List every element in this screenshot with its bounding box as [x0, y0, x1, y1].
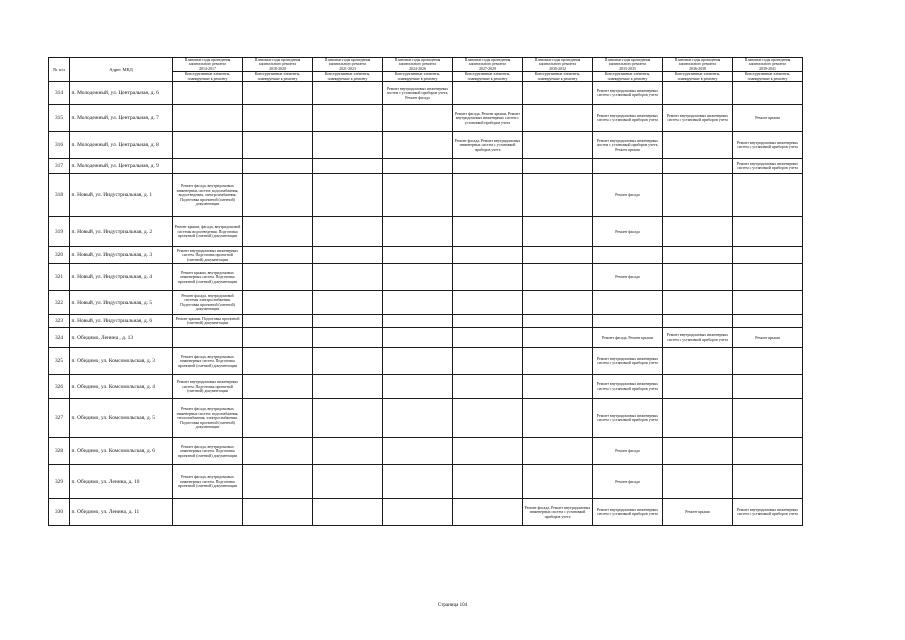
repair-work-cell	[453, 499, 523, 526]
repair-work-cell	[523, 174, 593, 217]
row-number: 326	[49, 375, 70, 399]
repair-work-cell: Ремонт внутридомовых инженерных систем с установкой приборов учета, Ремонт фасада	[383, 82, 453, 105]
repair-work-cell	[173, 132, 243, 159]
header-elements: Конструктивные элементы, планируемые к ремонту	[173, 72, 243, 82]
header-elements: Конструктивные элементы, планируемые к ремонту	[243, 72, 313, 82]
repair-work-cell: Ремонт внутридомовых инженерных систем с установкой приборов учета	[663, 105, 733, 132]
repair-work-cell	[453, 264, 523, 291]
header-period-years: 2024-2026	[409, 66, 426, 71]
header-elements: Конструктивные элементы, планируемые к ремонту	[453, 72, 523, 82]
repair-work-cell	[313, 438, 383, 465]
repair-work-cell	[173, 499, 243, 526]
repair-work-cell	[313, 328, 383, 348]
table-row	[49, 499, 803, 526]
repair-work-cell: Ремонт внутридомовых инженерных систем с установкой приборов учета	[733, 159, 803, 174]
repair-work-cell	[243, 465, 313, 499]
header-elements: Конструктивные элементы, планируемые к ремонту	[733, 72, 803, 82]
table-row	[49, 328, 803, 348]
repair-work-cell	[243, 399, 313, 438]
repair-work-cell	[733, 264, 803, 291]
row-address: п. Новый, ул. Индустриальная, д. 1	[70, 174, 173, 217]
repair-work-cell	[523, 105, 593, 132]
header-elements: Конструктивные элементы, планируемые к ремонту	[523, 72, 593, 82]
repair-work-cell	[313, 375, 383, 399]
repair-work-cell	[383, 105, 453, 132]
repair-work-cell	[523, 348, 593, 375]
repair-work-cell	[313, 264, 383, 291]
header-period-title: Плановые годы проведения капитального ремонта	[604, 58, 651, 67]
repair-work-cell	[313, 291, 383, 315]
repair-work-cell	[523, 132, 593, 159]
repair-work-cell: Ремонт фасада, Ремонт внутридомовых инженерных систем с установкой приборов учета	[453, 132, 523, 159]
row-number: 325	[49, 348, 70, 375]
header-period-title: Плановые годы проведения капитального ремонта	[744, 58, 791, 67]
repair-work-cell	[663, 264, 733, 291]
repair-work-cell: Ремонт фасада	[593, 174, 663, 217]
repair-work-cell: Ремонт фасада, внутридомовых инженерных систем: водоснабжения, водоотведения, электроснабжения. Подготовка проектной (сметной) документации	[173, 174, 243, 217]
header-period-title: Плановые годы проведения капитального ремонта	[394, 58, 441, 67]
row-number: 317	[49, 159, 70, 174]
repair-work-cell	[313, 132, 383, 159]
repair-work-cell	[313, 348, 383, 375]
repair-work-cell	[663, 438, 733, 465]
repair-work-cell	[383, 247, 453, 264]
repair-work-cell	[663, 348, 733, 375]
repair-work-cell	[663, 399, 733, 438]
repair-work-cell	[313, 247, 383, 264]
repair-work-cell	[523, 438, 593, 465]
table-row	[49, 465, 803, 499]
repair-work-cell	[523, 217, 593, 247]
repair-work-cell: Ремонт внутридомовых инженерных систем с установкой приборов учета	[593, 82, 663, 105]
repair-work-cell	[243, 159, 313, 174]
repair-work-cell	[383, 217, 453, 247]
repair-work-cell	[733, 438, 803, 465]
repair-work-cell	[383, 465, 453, 499]
repair-work-cell	[313, 105, 383, 132]
repair-work-cell: Ремонт внутридомовых инженерных систем с установкой приборов учета	[733, 132, 803, 159]
repair-work-cell	[383, 132, 453, 159]
table-header	[49, 58, 803, 82]
row-number: 328	[49, 438, 70, 465]
row-address: п. Молодежный, ул. Центральная, д. 9	[70, 159, 173, 174]
repair-work-cell: Ремонт крыши, фасада, внутридомовой системы водоотведения. Подготовка проектной (сметной) документации	[173, 217, 243, 247]
repair-work-cell: Ремонт крыши	[663, 499, 733, 526]
row-number: 316	[49, 132, 70, 159]
header-period-years: 2014-2017	[199, 66, 216, 71]
repair-work-cell	[383, 291, 453, 315]
repair-work-cell	[523, 264, 593, 291]
header-period-years: 2021-2023	[339, 66, 356, 71]
header-period	[593, 58, 663, 72]
repair-work-cell	[593, 315, 663, 328]
table-row	[49, 291, 803, 315]
row-number: 320	[49, 247, 70, 264]
repair-work-cell	[383, 174, 453, 217]
repair-work-cell	[313, 217, 383, 247]
table-body	[49, 82, 803, 526]
repair-work-cell	[593, 247, 663, 264]
repair-work-cell: Ремонт внутридомовых инженерных систем с установкой приборов учета	[593, 348, 663, 375]
repair-work-cell: Ремонт крыши	[733, 105, 803, 132]
row-number: 329	[49, 465, 70, 499]
row-address: п. Новый, ул. Индустриальная, д. 4	[70, 264, 173, 291]
repair-work-cell: Ремонт фасада, Ремонт крыши	[593, 328, 663, 348]
row-address: п. Обидимо, ул. Комсомольская, д. 4	[70, 375, 173, 399]
repair-work-cell	[593, 291, 663, 315]
header-elements: Конструктивные элементы, планируемые к ремонту	[593, 72, 663, 82]
repair-work-cell: Ремонт фасада	[593, 264, 663, 291]
table-row	[49, 438, 803, 465]
repair-work-cell	[663, 159, 733, 174]
table-row	[49, 348, 803, 375]
repair-work-cell	[663, 132, 733, 159]
row-number: 319	[49, 217, 70, 247]
table-row	[49, 375, 803, 399]
row-address: п. Обидимо, ул. Ленина, д. 11	[70, 499, 173, 526]
repair-work-cell	[313, 82, 383, 105]
repair-work-cell	[733, 375, 803, 399]
repair-work-cell: Ремонт внутридомовых инженерных систем с установкой приборов учета	[593, 399, 663, 438]
row-number: 330	[49, 499, 70, 526]
repair-work-cell: Ремонт внутридомовых инженерных систем. Подготовка проектной (сметной) документации	[173, 247, 243, 264]
header-period-title: Плановые годы проведения капитального ремонта	[534, 58, 581, 67]
repair-work-cell	[733, 348, 803, 375]
repair-work-cell: Ремонт крыши	[733, 328, 803, 348]
repair-work-cell	[243, 132, 313, 159]
header-period-title: Плановые годы проведения капитального ремонта	[324, 58, 371, 67]
repair-work-cell	[523, 375, 593, 399]
repair-work-cell: Ремонт крыши. Подготовка проектной (сметной) документации	[173, 315, 243, 328]
header-elements: Конструктивные элементы, планируемые к ремонту	[383, 72, 453, 82]
table-row	[49, 399, 803, 438]
repair-work-cell	[383, 375, 453, 399]
repair-work-cell	[243, 348, 313, 375]
row-address: п. Новый, ул. Индустриальная, д. 5	[70, 291, 173, 315]
row-address: п. Новый, ул. Индустриальная, д. 2	[70, 217, 173, 247]
repair-work-cell	[733, 291, 803, 315]
header-period	[313, 58, 383, 72]
table-row	[49, 105, 803, 132]
table-row	[49, 217, 803, 247]
repair-work-cell	[523, 291, 593, 315]
repair-work-cell	[243, 375, 313, 399]
repair-work-cell	[243, 105, 313, 132]
row-address: п. Обидимо, ул. Ленина, д. 10	[70, 465, 173, 499]
repair-work-cell: Ремонт внутридомовых инженерных систем с установкой приборов учета	[593, 499, 663, 526]
repair-work-cell	[243, 217, 313, 247]
repair-work-cell	[523, 465, 593, 499]
repair-work-cell	[663, 82, 733, 105]
repair-work-cell	[313, 315, 383, 328]
repair-work-cell	[243, 82, 313, 105]
row-number: 323	[49, 315, 70, 328]
row-address: п. Обидимо, ул. Комсомольская, д. 6	[70, 438, 173, 465]
repair-work-cell: Ремонт фасада, внутридомовых инженерных систем. Подготовка проектной (сметной) документации	[173, 348, 243, 375]
repair-work-cell	[173, 105, 243, 132]
header-period-years: 2033-2035	[619, 66, 636, 71]
header-period	[173, 58, 243, 72]
row-address: п. Молодежный, ул. Центральная, д. 8	[70, 132, 173, 159]
repair-work-cell	[453, 438, 523, 465]
repair-work-cell	[383, 264, 453, 291]
repair-work-cell	[383, 438, 453, 465]
repair-work-cell: Ремонт фасада, внутридомовых инженерных систем. Подготовка проектной (сметной) документации	[173, 438, 243, 465]
repair-work-cell	[243, 328, 313, 348]
header-period-years: 2018-2020	[269, 66, 286, 71]
header-period-years: 2030-2032	[549, 66, 566, 71]
repair-work-cell	[243, 438, 313, 465]
repair-work-cell	[243, 315, 313, 328]
repair-work-cell	[453, 174, 523, 217]
header-period-years: 2039-2041	[759, 66, 776, 71]
repair-work-cell	[243, 174, 313, 217]
row-number: 322	[49, 291, 70, 315]
repair-work-cell	[313, 159, 383, 174]
repair-work-cell	[453, 247, 523, 264]
repair-work-cell	[523, 159, 593, 174]
page-number: Страница 104	[437, 603, 468, 608]
row-number: 315	[49, 105, 70, 132]
repair-work-cell	[523, 399, 593, 438]
row-address: п. Обидимо, Ленина , д. 13	[70, 328, 173, 348]
repair-work-cell	[453, 375, 523, 399]
repair-work-cell	[313, 465, 383, 499]
table-row	[49, 264, 803, 291]
repair-work-cell	[663, 217, 733, 247]
repair-work-cell: Ремонт фасада, внутридомовой системы электроснабжения. Подготовка проектной (сметной) документации	[173, 291, 243, 315]
header-address: Адрес МКД	[70, 58, 173, 82]
row-address: п. Новый, ул. Индустриальная, д. 6	[70, 315, 173, 328]
repair-work-cell: Ремонт фасада, внутридомовых инженерных систем: водоснабжения, теплоснабжения, электроснабжения. Подготовка проектной (сметной) документации	[173, 399, 243, 438]
header-num: № п/п	[49, 58, 70, 82]
header-period-title: Плановые годы проведения капитального ремонта	[254, 58, 301, 67]
header-period-title: Плановые годы проведения капитального ремонта	[184, 58, 231, 67]
repair-work-cell	[733, 174, 803, 217]
repair-work-cell	[733, 217, 803, 247]
row-number: 314	[49, 82, 70, 105]
repair-work-cell: Ремонт фасада, Ремонт крыши, Ремонт внутридомовых инженерных систем с установкой приборов учета	[453, 105, 523, 132]
repair-work-cell	[313, 174, 383, 217]
row-address: п. Обидимо, ул. Комсомольская, д. 3	[70, 348, 173, 375]
table-row	[49, 315, 803, 328]
repair-work-cell	[383, 159, 453, 174]
table-row	[49, 174, 803, 217]
repair-work-cell	[313, 399, 383, 438]
repair-work-cell	[453, 217, 523, 247]
header-elements: Конструктивные элементы, планируемые к ремонту	[663, 72, 733, 82]
repair-work-cell	[453, 465, 523, 499]
repair-work-cell	[523, 315, 593, 328]
repair-work-cell	[733, 399, 803, 438]
table-row	[49, 247, 803, 264]
header-period	[523, 58, 593, 72]
repair-work-cell	[663, 465, 733, 499]
row-number: 324	[49, 328, 70, 348]
header-period	[243, 58, 313, 72]
repair-work-cell	[453, 291, 523, 315]
repair-work-cell	[663, 315, 733, 328]
repair-work-cell: Ремонт фасада	[593, 465, 663, 499]
repair-work-cell: Ремонт внутридомовых инженерных систем. Подготовка проектной (сметной) документации	[173, 375, 243, 399]
header-period	[733, 58, 803, 72]
repair-work-cell: Ремонт внутридомовых инженерных систем с установкой приборов учета, Ремонт крыши	[593, 132, 663, 159]
header-period	[453, 58, 523, 72]
repair-work-cell	[733, 465, 803, 499]
repair-work-cell	[663, 291, 733, 315]
repair-work-cell	[453, 159, 523, 174]
header-period-years: 2027-2029	[479, 66, 496, 71]
header-period-title: Плановые годы проведения капитального ремонта	[674, 58, 721, 67]
repair-work-cell	[663, 375, 733, 399]
repair-work-cell: Ремонт фасада	[593, 438, 663, 465]
repair-work-cell: Ремонт внутридомовых инженерных систем с установкой приборов учета	[593, 105, 663, 132]
header-period	[663, 58, 733, 72]
row-address: п. Новый, ул. Индустриальная, д. 3	[70, 247, 173, 264]
repair-work-cell	[243, 291, 313, 315]
repair-work-cell	[453, 328, 523, 348]
repair-work-cell	[243, 499, 313, 526]
repair-work-cell	[453, 82, 523, 105]
repair-work-cell: Ремонт внутридомовых инженерных систем с установкой приборов учета	[593, 375, 663, 399]
repair-work-cell	[383, 348, 453, 375]
repair-work-cell	[663, 247, 733, 264]
header-period	[383, 58, 453, 72]
row-number: 321	[49, 264, 70, 291]
repair-work-cell	[383, 499, 453, 526]
repair-work-cell	[173, 159, 243, 174]
repair-work-cell	[453, 348, 523, 375]
repair-work-cell	[663, 174, 733, 217]
repair-work-cell: Ремонт фасада, внутридомовых инженерных систем. Подготовка проектной (сметной) документации	[173, 465, 243, 499]
header-period-title: Плановые годы проведения капитального ремонта	[464, 58, 511, 67]
repair-work-cell	[733, 315, 803, 328]
repair-work-cell: Ремонт внутридомовых инженерных систем с установкой приборов учета	[663, 328, 733, 348]
repair-work-cell	[523, 328, 593, 348]
repair-work-cell	[383, 399, 453, 438]
repair-work-cell	[453, 399, 523, 438]
repair-work-cell	[453, 315, 523, 328]
repair-work-cell	[313, 499, 383, 526]
repair-work-cell	[383, 328, 453, 348]
repair-work-cell	[173, 82, 243, 105]
repair-work-cell	[593, 159, 663, 174]
table-row	[49, 159, 803, 174]
repair-work-cell	[243, 247, 313, 264]
repair-work-cell: Ремонт крыши, внутридомовых инженерных систем. Подготовка проектной (сметной) документации	[173, 264, 243, 291]
header-period-years: 2036-2038	[689, 66, 706, 71]
repair-work-cell	[523, 82, 593, 105]
repair-work-cell: Ремонт фасада	[593, 217, 663, 247]
table-row	[49, 82, 803, 105]
repair-work-cell	[383, 315, 453, 328]
table-row	[49, 132, 803, 159]
row-number: 327	[49, 399, 70, 438]
row-address: п. Молодежный, ул. Центральная, д. 7	[70, 105, 173, 132]
repair-work-cell: Ремонт фасада, Ремонт внутридомовых инженерных систем с установкой приборов учета	[523, 499, 593, 526]
row-number: 318	[49, 174, 70, 217]
header-elements: Конструктивные элементы, планируемые к ремонту	[313, 72, 383, 82]
row-address: п. Молодежный, ул. Центральная, д. 6	[70, 82, 173, 105]
repair-work-cell	[733, 82, 803, 105]
capital-repair-table	[48, 57, 803, 526]
repair-work-cell	[173, 328, 243, 348]
repair-work-cell	[733, 247, 803, 264]
repair-work-cell: Ремонт внутридомовых инженерных систем с установкой приборов учета	[733, 499, 803, 526]
row-address: п. Обидимо, ул. Комсомольская, д. 5	[70, 399, 173, 438]
repair-work-cell	[523, 247, 593, 264]
repair-work-cell	[243, 264, 313, 291]
